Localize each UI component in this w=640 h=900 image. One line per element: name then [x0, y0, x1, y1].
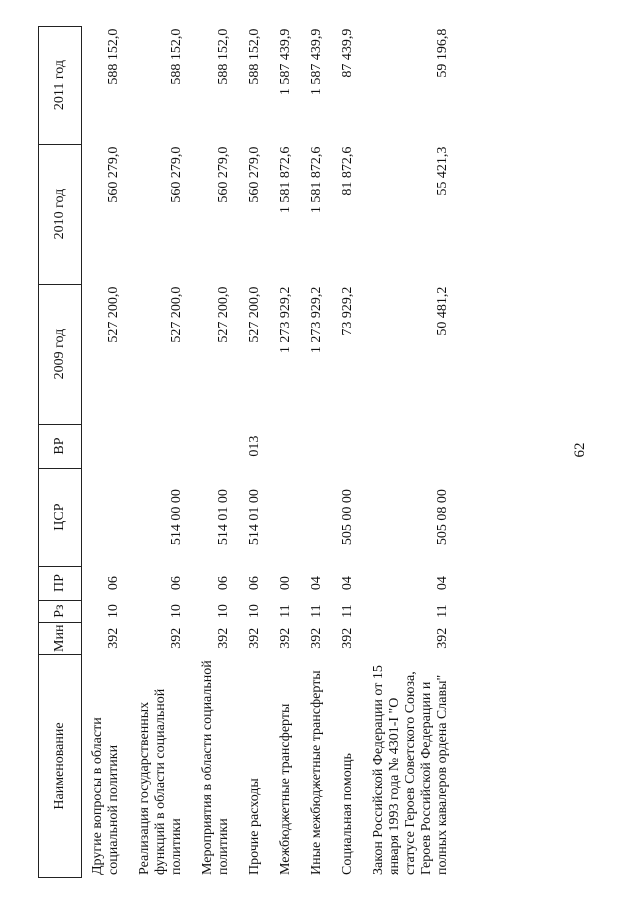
header-rz: Рз	[39, 600, 82, 622]
row-min: 392	[278, 627, 293, 649]
row-pr: 04	[340, 576, 355, 591]
row-2009: 1 273 929,2	[309, 286, 324, 354]
row-csr	[301, 468, 332, 566]
row-2011: 1 587 439,9	[278, 28, 293, 96]
row-2009: 1 273 929,2	[278, 286, 293, 354]
row-name: Межбюджетные трансферты	[278, 703, 293, 875]
row-pr: 06	[247, 576, 262, 591]
row-2010: 560 279,0	[216, 146, 231, 203]
header-name: Наименование	[39, 655, 82, 878]
row-2011: 588 152,0	[169, 28, 184, 85]
row-rz: 11	[278, 604, 293, 618]
page-number: 62	[572, 442, 588, 458]
row-2009: 73 929,2	[340, 286, 355, 336]
row-2010: 1 581 872,6	[309, 146, 324, 214]
row-name: Прочие расходы	[247, 778, 262, 875]
row-pr: 04	[309, 576, 324, 591]
row-min: 392	[106, 627, 121, 649]
header-vr: ВР	[39, 424, 82, 468]
table-header-row	[39, 26, 82, 877]
row-pr: 04	[435, 576, 450, 591]
row-2010: 55 421,3	[435, 146, 450, 196]
header-pr: ПР	[39, 566, 82, 600]
row-min: 392	[309, 627, 324, 649]
budget-table	[38, 26, 458, 878]
row-name: Иные межбюджетные трансферты	[309, 670, 324, 875]
row-rz: 11	[309, 604, 324, 618]
row-vr	[301, 424, 332, 468]
row-2011: 59 196,8	[435, 28, 450, 78]
table-row	[82, 26, 130, 877]
header-min: Мин	[39, 622, 82, 654]
row-2009: 50 481,2	[435, 286, 450, 336]
row-pr: 06	[106, 576, 121, 591]
row-2010: 560 279,0	[169, 146, 184, 203]
table-row	[239, 26, 270, 877]
row-2010: 560 279,0	[247, 146, 262, 203]
row-2010: 81 872,6	[340, 146, 355, 196]
row-rz: 10	[247, 604, 262, 619]
row-csr: 505 00 00	[340, 489, 355, 546]
row-min: 392	[340, 627, 355, 649]
row-name: Закон Российской Федерации от 15 января 1993 года № 4301-I "О статусе Героев Советского Союза, Героев Российской Федерации и полных кавалеров ордена Славы"	[371, 665, 450, 875]
row-pr: 00	[278, 576, 293, 591]
row-2011: 588 152,0	[106, 28, 121, 85]
row-csr: 514 01 00	[216, 489, 231, 546]
row-pr: 06	[216, 576, 231, 591]
row-2011: 1 587 439,9	[309, 28, 324, 96]
table-row	[270, 26, 301, 877]
row-min: 392	[247, 627, 262, 649]
row-name: Реализация государственных функций в области социальной политики	[137, 688, 184, 875]
table-row	[301, 26, 332, 877]
header-2009: 2009 год	[39, 284, 82, 424]
header-2011: 2011 год	[39, 26, 82, 144]
row-rz: 11	[435, 604, 450, 618]
row-csr: 514 01 00	[247, 489, 262, 546]
row-min: 392	[216, 627, 231, 649]
row-csr: 514 00 00	[169, 489, 184, 546]
row-2010: 560 279,0	[106, 146, 121, 203]
row-name: Другие вопросы в области социальной политики	[90, 717, 121, 875]
row-name: Мероприятия в области социальной политики	[200, 660, 231, 875]
row-2011: 87 439,9	[340, 28, 355, 78]
row-vr	[129, 424, 192, 468]
row-csr	[82, 468, 130, 566]
row-2011: 588 152,0	[247, 28, 262, 85]
row-2009: 527 200,0	[106, 286, 121, 343]
table-row	[332, 26, 363, 877]
row-vr	[192, 424, 239, 468]
row-name: Социальная помощь	[340, 753, 355, 875]
row-min: 392	[169, 627, 184, 649]
row-2011: 588 152,0	[216, 28, 231, 85]
row-min: 392	[435, 627, 450, 649]
table-row	[129, 26, 192, 877]
row-2009: 527 200,0	[169, 286, 184, 343]
header-2010: 2010 год	[39, 144, 82, 284]
row-vr	[332, 424, 363, 468]
row-rz: 11	[340, 604, 355, 618]
row-pr: 06	[169, 576, 184, 591]
row-rz: 10	[106, 604, 121, 619]
header-csr: ЦСР	[39, 468, 82, 566]
row-2010: 1 581 872,6	[278, 146, 293, 214]
row-vr	[82, 424, 130, 468]
row-csr	[270, 468, 301, 566]
row-2009: 527 200,0	[216, 286, 231, 343]
row-vr	[363, 424, 458, 468]
row-rz: 10	[169, 604, 184, 619]
row-rz: 10	[216, 604, 231, 619]
table-row	[363, 26, 458, 877]
row-vr: 013	[247, 435, 262, 457]
row-vr	[270, 424, 301, 468]
row-2009: 527 200,0	[247, 286, 262, 343]
row-csr: 505 08 00	[435, 489, 450, 546]
table-row	[192, 26, 239, 877]
